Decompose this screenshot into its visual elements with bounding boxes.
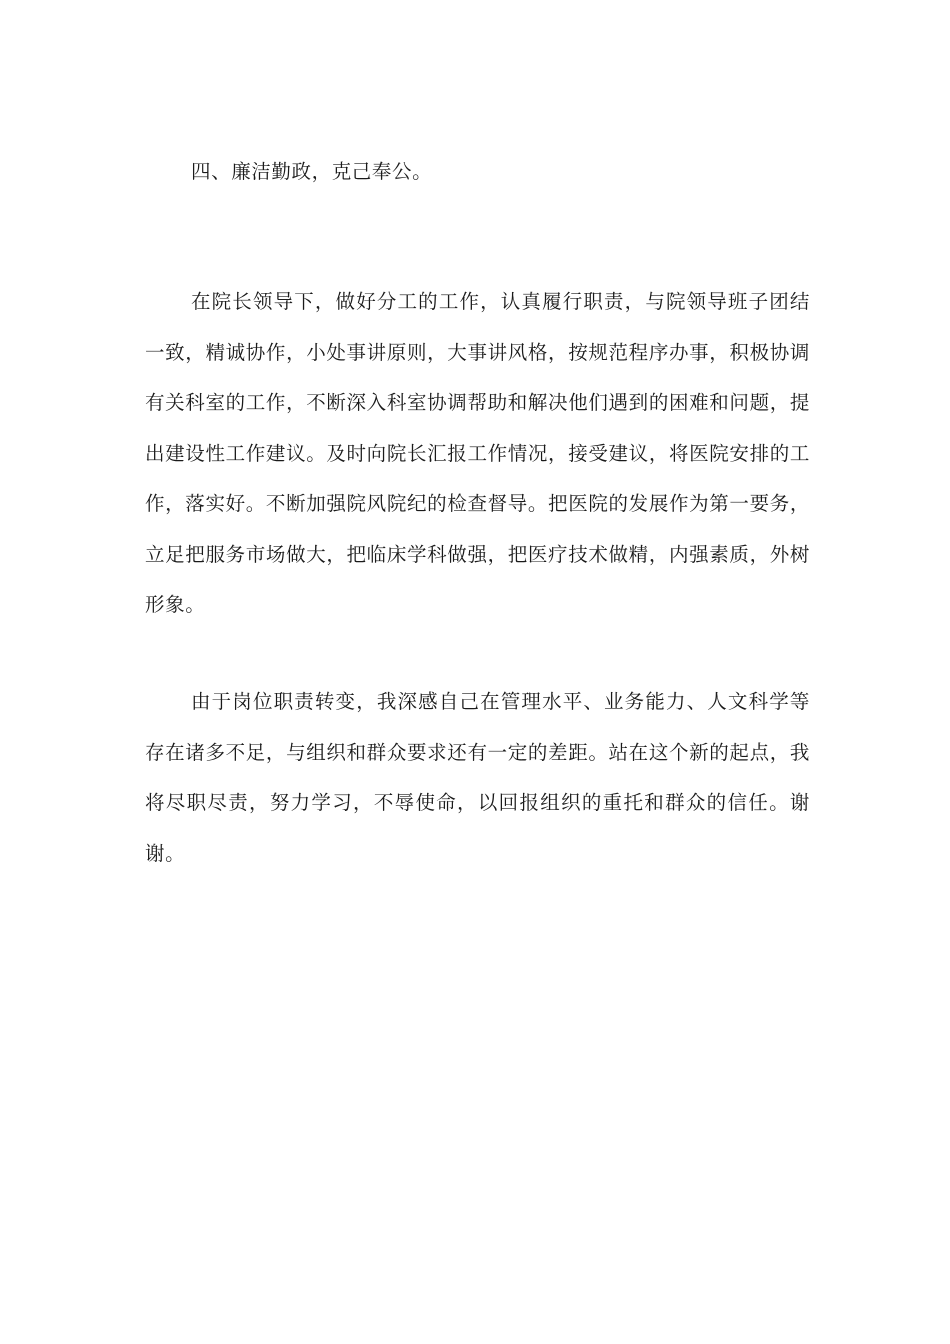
paragraph-closing: 由于岗位职责转变，我深感自己在管理水平、业务能力、人文科学等存在诸多不足，与组织和群众要求还有一定的差距。站在这个新的起点，我将尽职尽责，努力学习，不辱使命，以回报组织的重托和群众的信任。谢谢。 xyxy=(145,690,810,865)
paragraph-duties: 在院长领导下，做好分工的工作，认真履行职责，与院领导班子团结一致，精诚协作，小处事讲原则，大事讲风格，按规范程序办事，积极协调有关科室的工作，不断深入科室协调帮助和解决他们遇到的困难和问题，提出建设性工作建议。及时向院长汇报工作情况，接受建议，将医院安排的工作，落实好。不断加强院风院纪的检查督导。把医院的发展作为第一要务，立足把服务市场做大，把临床学科做强，把医疗技术做精，内强素质，外树形象。 xyxy=(145,290,810,616)
section-heading: 四、廉洁勤政，克己奉公。 xyxy=(191,160,433,183)
